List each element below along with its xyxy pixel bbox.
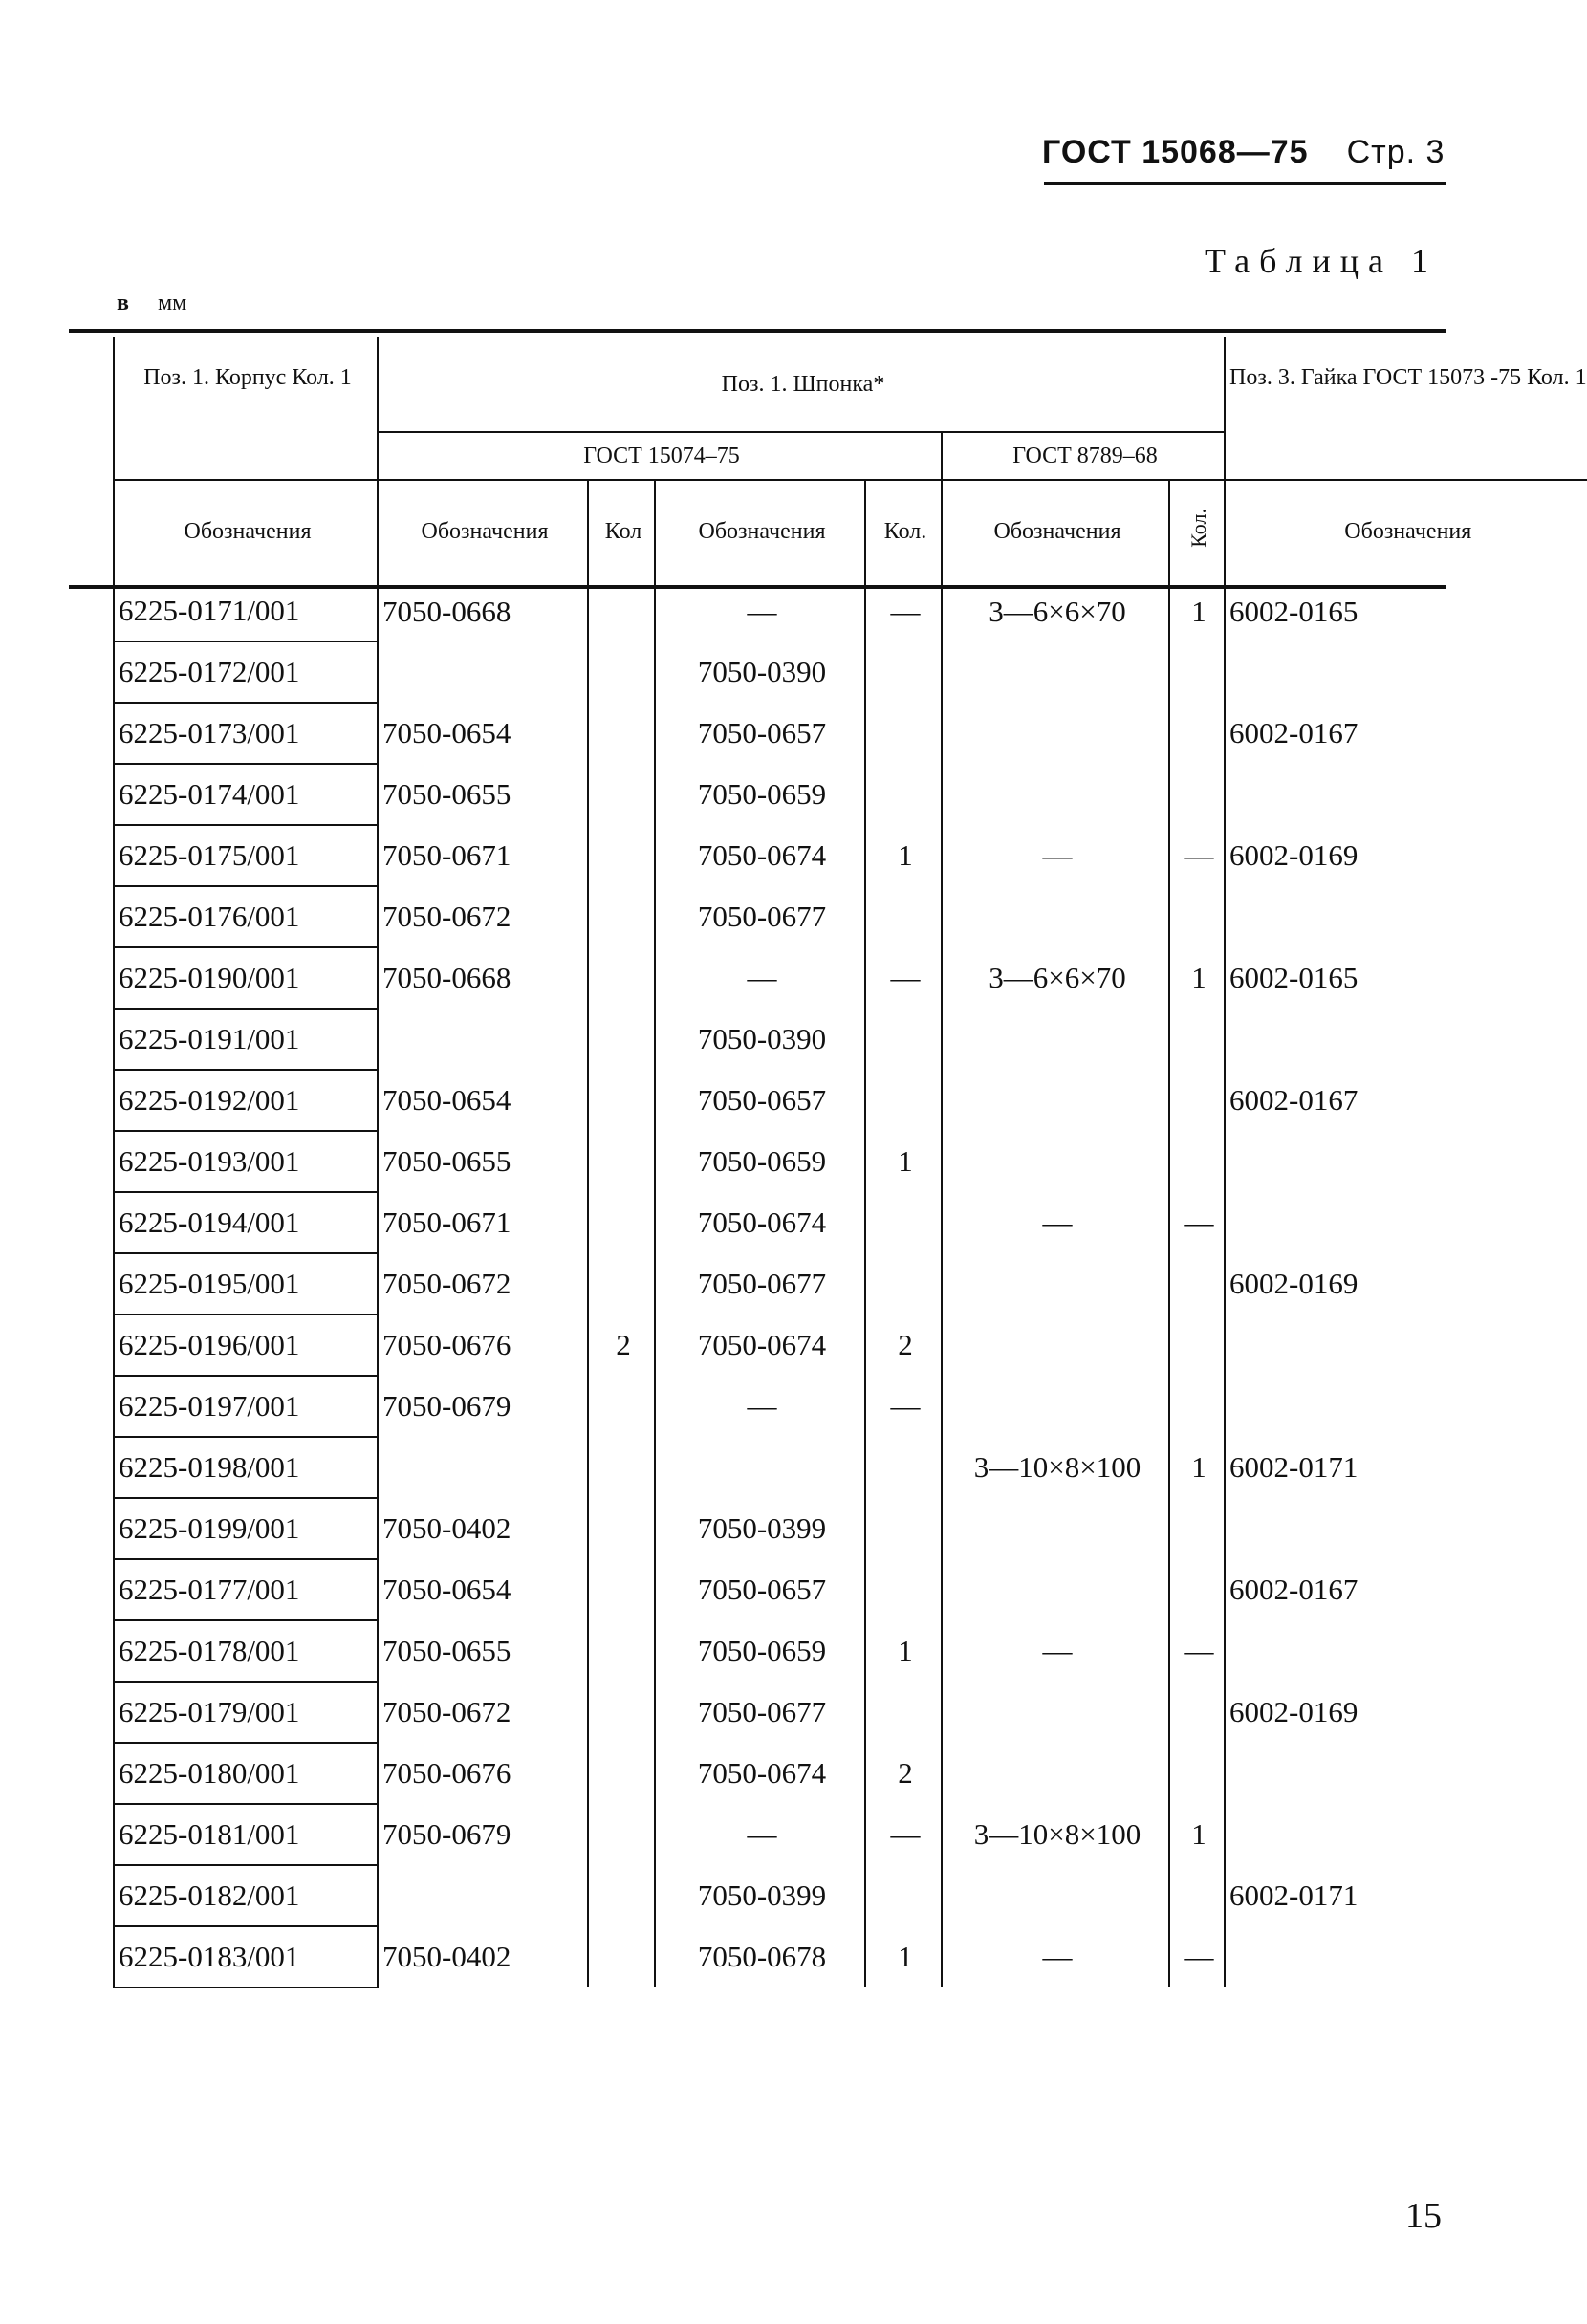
key-c-kol-cell: 1 <box>1169 1804 1225 1865</box>
nut-cell <box>1225 1192 1587 1253</box>
key-c-kol-cell <box>1169 1682 1225 1743</box>
korpus-cell: 6225-0182/001 <box>114 1865 378 1926</box>
key-c-kol-cell: — <box>1169 1620 1225 1682</box>
nut-cell <box>1225 1376 1587 1437</box>
key-b-kol-cell: 2 <box>865 1314 942 1376</box>
key-c-cell: 3—10×8×100 <box>942 1437 1169 1498</box>
key-b-cell: 7050-0390 <box>655 641 865 703</box>
key-b-cell: — <box>655 1804 865 1865</box>
b-kol-header: Кол. <box>865 480 942 581</box>
key-a-kol-cell: 2 <box>588 1314 655 1376</box>
key-c-kol-cell: — <box>1169 1192 1225 1253</box>
key-b-kol-cell: 1 <box>865 825 942 886</box>
key-b-cell: 7050-0674 <box>655 825 865 886</box>
key-a-cell <box>378 1009 588 1070</box>
key-a-kol-cell <box>588 1070 655 1131</box>
key-a-kol-cell <box>588 1376 655 1437</box>
key-c-cell <box>942 1376 1169 1437</box>
table-row <box>114 1376 1587 1437</box>
a-oboz-header: Обозначения <box>378 480 588 581</box>
key-a-kol-cell <box>588 1192 655 1253</box>
table-top-rule <box>69 329 1446 333</box>
key-b-cell <box>655 1437 865 1498</box>
key-a-kol-cell <box>588 1498 655 1559</box>
spec-table <box>113 337 1587 1988</box>
nut-cell <box>1225 764 1587 825</box>
key-c-cell: — <box>942 1620 1169 1682</box>
korpus-cell: 6225-0177/001 <box>114 1559 378 1620</box>
korpus-oboz-header: Обозначения <box>114 480 378 581</box>
key-c-kol-cell: — <box>1169 1926 1225 1987</box>
nut-cell <box>1225 641 1587 703</box>
nut-cell: 6002-0167 <box>1229 1573 1359 1606</box>
key-c-kol-cell <box>1169 1743 1225 1804</box>
nut-cell <box>1225 1498 1587 1559</box>
korpus-cell: 6225-0196/001 <box>114 1314 378 1376</box>
key-a-cell: 7050-0655 <box>378 764 588 825</box>
key-c-cell: — <box>942 1926 1169 1987</box>
page-header <box>1042 134 1445 171</box>
nut-cell <box>1225 1926 1587 1987</box>
key-c-cell <box>942 1743 1169 1804</box>
key-c-cell: 3—10×8×100 <box>942 1804 1169 1865</box>
key-b-kol-cell: — <box>865 1804 942 1865</box>
key-c-cell <box>942 1682 1169 1743</box>
table-row <box>114 764 1587 825</box>
nut-cell: 6002-0171 <box>1229 1879 1359 1912</box>
table-row <box>114 1743 1587 1804</box>
nut-cell <box>1225 1131 1587 1192</box>
key-a-cell: 7050-0654 <box>378 1559 588 1620</box>
key-c-cell: — <box>942 825 1169 886</box>
key-c-kol-cell <box>1169 1070 1225 1131</box>
table-row <box>114 1009 1587 1070</box>
korpus-cell: 6225-0192/001 <box>114 1070 378 1131</box>
a-kol-header: Кол <box>588 480 655 581</box>
key-b-cell: 7050-0399 <box>655 1865 865 1926</box>
key-a-cell: 7050-0655 <box>378 1131 588 1192</box>
units-label: в мм <box>117 291 187 315</box>
key-b-kol-cell <box>865 1070 942 1131</box>
key-c-cell <box>942 641 1169 703</box>
table-row <box>114 1865 1587 1926</box>
key-b-cell: — <box>655 947 865 1009</box>
key-c-cell <box>942 1009 1169 1070</box>
key-c-cell <box>942 886 1169 947</box>
korpus-cell: 6225-0174/001 <box>114 764 378 825</box>
key-c-cell <box>942 1314 1169 1376</box>
korpus-cell: 6225-0179/001 <box>114 1682 378 1743</box>
key-b-cell: — <box>655 581 865 641</box>
key-a-kol-cell <box>588 1253 655 1314</box>
table-row <box>114 947 1587 1009</box>
nut-cell: 6002-0169 <box>1229 1695 1359 1728</box>
key-a-cell: 7050-0679 <box>378 1804 588 1865</box>
key-a-kol-cell <box>588 1865 655 1926</box>
nut-cell <box>1225 1009 1587 1070</box>
key-b-cell: 7050-0659 <box>655 764 865 825</box>
key-b-cell: 7050-0677 <box>655 1682 865 1743</box>
key-b-kol-cell <box>865 886 942 947</box>
nut-cell <box>1225 1314 1587 1376</box>
korpus-cell: 6225-0194/001 <box>114 1192 378 1253</box>
key-a-cell: 7050-0668 <box>378 581 588 641</box>
table-row <box>114 1131 1587 1192</box>
key-c-kol-cell: 1 <box>1169 947 1225 1009</box>
key-b-cell: 7050-0659 <box>655 1131 865 1192</box>
key-c-cell <box>942 1131 1169 1192</box>
page-number: 15 <box>1405 2196 1442 2236</box>
key-c-kol-cell <box>1169 1376 1225 1437</box>
nut-cell: 6002-0167 <box>1229 716 1359 749</box>
gost-15074-header: ГОСТ 15074–75 <box>378 432 942 480</box>
key-c-kol-cell <box>1169 1253 1225 1314</box>
pos3-header: Поз. 3. Гайка ГОСТ 15073 -75 Кол. 1 <box>1225 337 1587 480</box>
table-row <box>114 1559 1587 1620</box>
korpus-cell: 6225-0175/001 <box>114 825 378 886</box>
table-row <box>114 1437 1587 1498</box>
korpus-cell: 6225-0183/001 <box>114 1926 378 1987</box>
key-b-cell: — <box>655 1376 865 1437</box>
key-b-kol-cell: 2 <box>865 1743 942 1804</box>
key-c-cell <box>942 1253 1169 1314</box>
key-a-cell: 7050-0402 <box>378 1926 588 1987</box>
key-b-kol-cell <box>865 1559 942 1620</box>
key-a-kol-cell <box>588 1437 655 1498</box>
key-c-kol-cell <box>1169 641 1225 703</box>
key-a-kol-cell <box>588 1804 655 1865</box>
table-row <box>114 1620 1587 1682</box>
korpus-cell: 6225-0190/001 <box>114 947 378 1009</box>
key-a-cell: 7050-0679 <box>378 1376 588 1437</box>
key-a-kol-cell <box>588 1620 655 1682</box>
b-oboz-header: Обозначения <box>655 480 865 581</box>
table-row <box>114 581 1587 641</box>
key-a-kol-cell <box>588 581 655 641</box>
table-row <box>114 1253 1587 1314</box>
c-kol-header: Кол. <box>1169 480 1225 581</box>
table-row <box>114 1192 1587 1253</box>
key-b-cell: 7050-0657 <box>655 1070 865 1131</box>
key-b-cell: 7050-0677 <box>655 886 865 947</box>
page-label: Стр. 3 <box>1346 134 1446 170</box>
key-b-kol-cell <box>865 1192 942 1253</box>
korpus-cell: 6225-0197/001 <box>114 1376 378 1437</box>
key-a-kol-cell <box>588 1926 655 1987</box>
key-b-kol-cell <box>865 1682 942 1743</box>
key-c-cell <box>942 703 1169 764</box>
key-a-kol-cell <box>588 1743 655 1804</box>
key-c-kol-cell <box>1169 886 1225 947</box>
key-a-kol-cell <box>588 1009 655 1070</box>
key-a-kol-cell <box>588 703 655 764</box>
korpus-cell: 6225-0172/001 <box>114 641 378 703</box>
key-c-kol-cell: 1 <box>1169 581 1225 641</box>
nut-cell <box>1225 886 1587 947</box>
korpus-cell: 6225-0180/001 <box>114 1743 378 1804</box>
table-row <box>114 886 1587 947</box>
korpus-cell: 6225-0173/001 <box>114 703 378 764</box>
key-a-cell: 7050-0655 <box>378 1620 588 1682</box>
key-c-kol-cell <box>1169 764 1225 825</box>
header-rule <box>1044 182 1446 185</box>
key-a-cell <box>378 1437 588 1498</box>
key-b-cell: 7050-0677 <box>655 1253 865 1314</box>
nut-oboz-header: Обозначения <box>1344 518 1472 544</box>
key-b-cell: 7050-0399 <box>655 1498 865 1559</box>
key-a-cell: 7050-0676 <box>378 1314 588 1376</box>
nut-cell <box>1225 1743 1587 1804</box>
nut-cell: 6002-0167 <box>1229 1083 1359 1117</box>
key-a-kol-cell <box>588 1131 655 1192</box>
key-b-kol-cell: — <box>865 947 942 1009</box>
key-a-kol-cell <box>588 825 655 886</box>
key-b-cell: 7050-0674 <box>655 1192 865 1253</box>
key-a-cell: 7050-0672 <box>378 886 588 947</box>
key-a-cell: 7050-0672 <box>378 1682 588 1743</box>
key-c-kol-cell <box>1169 1131 1225 1192</box>
key-b-kol-cell: — <box>865 1376 942 1437</box>
key-b-kol-cell: 1 <box>865 1926 942 1987</box>
key-a-kol-cell <box>588 886 655 947</box>
korpus-cell: 6225-0171/001 <box>114 581 378 641</box>
key-a-kol-cell <box>588 641 655 703</box>
korpus-cell: 6225-0199/001 <box>114 1498 378 1559</box>
key-b-kol-cell: 1 <box>865 1620 942 1682</box>
korpus-cell: 6225-0195/001 <box>114 1253 378 1314</box>
key-a-cell: 7050-0672 <box>378 1253 588 1314</box>
table-row <box>114 1804 1587 1865</box>
key-a-cell: 7050-0671 <box>378 825 588 886</box>
key-a-cell: 7050-0671 <box>378 1192 588 1253</box>
korpus-cell: 6225-0198/001 <box>114 1437 378 1498</box>
nut-cell: 6002-0165 <box>1229 594 1359 628</box>
key-c-cell <box>942 764 1169 825</box>
key-a-cell <box>378 641 588 703</box>
key-c-kol-cell <box>1169 1009 1225 1070</box>
key-b-cell: 7050-0674 <box>655 1743 865 1804</box>
key-a-cell: 7050-0654 <box>378 703 588 764</box>
key-a-cell: 7050-0654 <box>378 1070 588 1131</box>
key-c-cell: 3—6×6×70 <box>942 947 1169 1009</box>
key-b-cell: 7050-0674 <box>655 1314 865 1376</box>
key-b-kol-cell: 1 <box>865 1131 942 1192</box>
nut-cell: 6002-0165 <box>1229 961 1359 994</box>
key-a-cell: 7050-0668 <box>378 947 588 1009</box>
key-c-cell <box>942 1559 1169 1620</box>
key-a-cell: 7050-0676 <box>378 1743 588 1804</box>
key-b-kol-cell <box>865 1437 942 1498</box>
standard-number: ГОСТ 15068—75 <box>1042 134 1309 170</box>
key-c-kol-cell <box>1169 1559 1225 1620</box>
korpus-cell: 6225-0181/001 <box>114 1804 378 1865</box>
key-c-cell: — <box>942 1192 1169 1253</box>
table-row <box>114 1498 1587 1559</box>
key-a-cell <box>378 1865 588 1926</box>
key-b-kol-cell <box>865 1009 942 1070</box>
key-c-cell <box>942 1070 1169 1131</box>
key-c-kol-cell: — <box>1169 825 1225 886</box>
key-c-kol-cell: 1 <box>1169 1437 1225 1498</box>
pos1-header: Поз. 1. Корпус Кол. 1 <box>114 337 378 480</box>
table-caption: Таблица 1 <box>1205 242 1438 280</box>
key-b-kol-cell <box>865 703 942 764</box>
key-b-cell: 7050-0390 <box>655 1009 865 1070</box>
korpus-cell: 6225-0191/001 <box>114 1009 378 1070</box>
key-a-cell: 7050-0402 <box>378 1498 588 1559</box>
korpus-cell: 6225-0176/001 <box>114 886 378 947</box>
key-b-kol-cell <box>865 1498 942 1559</box>
key-b-cell: 7050-0678 <box>655 1926 865 1987</box>
nut-cell <box>1225 1804 1587 1865</box>
korpus-cell: 6225-0178/001 <box>114 1620 378 1682</box>
nut-cell <box>1225 1620 1587 1682</box>
key-b-kol-cell <box>865 1865 942 1926</box>
key-b-kol-cell <box>865 764 942 825</box>
table-row <box>114 825 1587 886</box>
table-row <box>114 1314 1587 1376</box>
key-c-kol-cell <box>1169 1865 1225 1926</box>
key-a-kol-cell <box>588 1559 655 1620</box>
key-b-kol-cell: — <box>865 581 942 641</box>
pos2-header: Поз. 1. Шпонка* <box>378 337 1225 432</box>
key-c-cell: 3—6×6×70 <box>942 581 1169 641</box>
key-b-kol-cell <box>865 641 942 703</box>
gost-8789-header: ГОСТ 8789–68 <box>942 432 1225 480</box>
key-a-kol-cell <box>588 1682 655 1743</box>
key-c-kol-cell <box>1169 1498 1225 1559</box>
nut-cell: 6002-0169 <box>1229 838 1359 872</box>
key-b-cell: 7050-0659 <box>655 1620 865 1682</box>
table-row <box>114 1682 1587 1743</box>
korpus-cell: 6225-0193/001 <box>114 1131 378 1192</box>
key-a-kol-cell <box>588 947 655 1009</box>
key-c-cell <box>942 1498 1169 1559</box>
key-c-cell <box>942 1865 1169 1926</box>
table-row <box>114 1070 1587 1131</box>
key-c-kol-cell <box>1169 703 1225 764</box>
key-b-kol-cell <box>865 1253 942 1314</box>
c-oboz-header: Обозначения <box>942 480 1169 581</box>
nut-cell: 6002-0171 <box>1229 1450 1359 1484</box>
key-c-kol-cell <box>1169 1314 1225 1376</box>
table-row <box>114 703 1587 764</box>
key-b-cell: 7050-0657 <box>655 1559 865 1620</box>
nut-cell: 6002-0169 <box>1229 1267 1359 1300</box>
table-row <box>114 1926 1587 1987</box>
key-b-cell: 7050-0657 <box>655 703 865 764</box>
table-body <box>114 581 1587 1987</box>
table-row <box>114 641 1587 703</box>
key-a-kol-cell <box>588 764 655 825</box>
